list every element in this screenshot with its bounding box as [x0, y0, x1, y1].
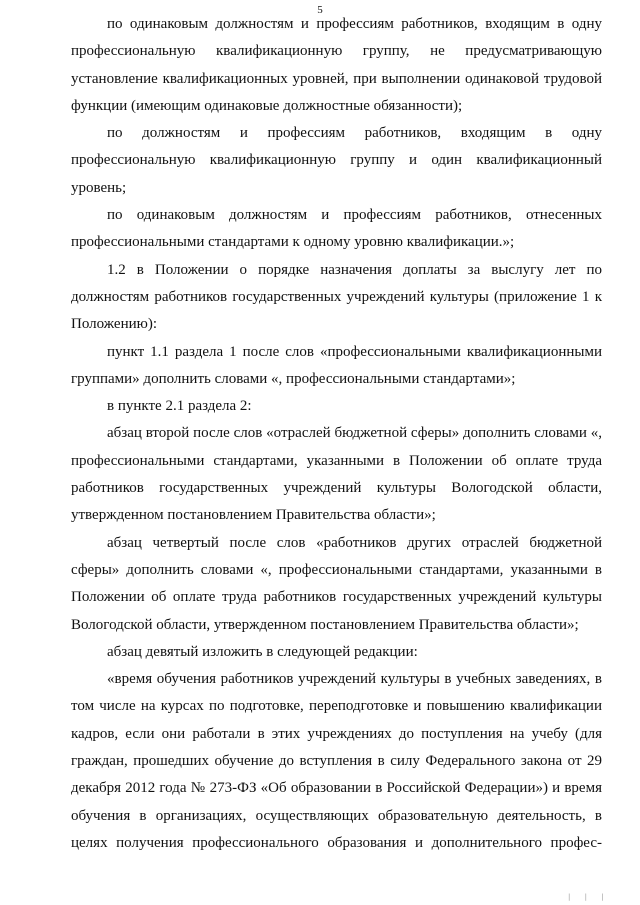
page-number: 5	[317, 4, 323, 16]
paragraph: в пункте 2.1 раздела 2:	[107, 398, 252, 415]
paragraph: абзац девятый изложить в следующей редакции:	[107, 643, 418, 660]
paragraph: абзац второй после слов «отраслей бюджетной сферы» дополнить словами «, профессиональными стандартами, указанными в Положении об оплате труда работников государственных учреждений культуры Вологодской области, утвержденном постановлением Правительства области»;	[71, 425, 602, 524]
paragraph: по одинаковым должностям и профессиям работников, отнесенных профессиональными стандартами к одному уровню квалификации.»;	[71, 207, 602, 251]
paragraph: по должностям и профессиям работников, входящим в одну профессиональную квалификационную группу и один квалификационный уровень;	[71, 125, 602, 196]
document-body	[71, 11, 602, 857]
paragraph: пункт 1.1 раздела 1 после слов «профессиональными квалификационными группами» дополнить словами «, профессиональными стандартами»;	[71, 343, 602, 387]
paragraph: «время обучения работников учреждений культуры в учебных заведениях, в том числе на курсах по подготовке, переподготовке и повышению квалификации кадров, если они работали в этих учреждениях до поступления на учебу (для граждан, прошедших обучение до вступления в силу Федерального закона от 29 декабря 2012 года № 273-ФЗ «Об образовании в Российской Федерации») и время обучения в организациях, осуществляющих образовательную деятельность, в целях получения профессионального образования и дополнительного профес-	[71, 671, 602, 851]
paragraph: абзац четвертый после слов «работников других отраслей бюджетной сферы» дополнить словами «, профессиональными стандартами, указанными в Положении об оплате труда работников государственных учреждений культуры Вологодской области, утвержденном постановлением Правительства области»;	[71, 534, 602, 633]
paragraph: по одинаковым должностям и профессиям работников, входящим в одну профессиональную квалификационную группу, не предусматривающую установление квалификационных уровней, при выполнении одинаковой трудовой функции (имеющим одинаковые должностные обязанности);	[71, 16, 602, 114]
scan-artifact-marks: | | |	[568, 893, 610, 901]
paragraph: 1.2 в Положении о порядке назначения доплаты за выслугу лет по должностям работников государственных учреждений культуры (приложение 1 к Положению):	[71, 261, 602, 333]
